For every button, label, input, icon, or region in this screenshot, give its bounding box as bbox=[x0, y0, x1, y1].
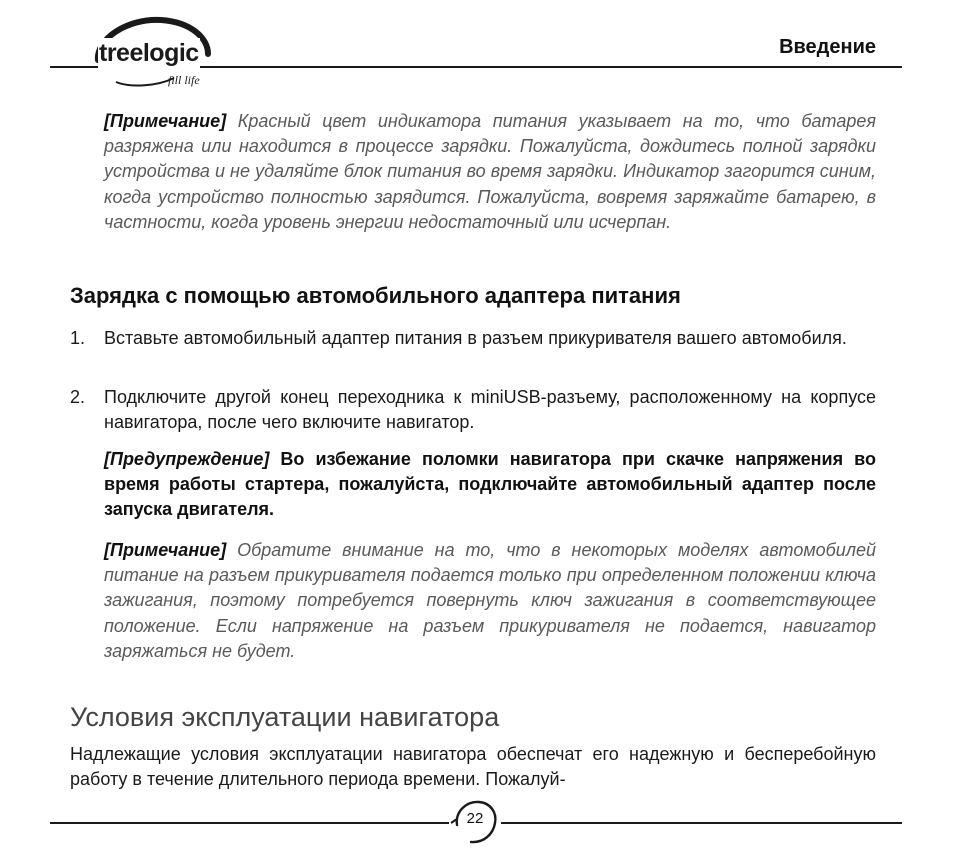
section-heading: Условия эксплуатации навигатора bbox=[70, 702, 500, 732]
treelogic-logo bbox=[86, 12, 226, 92]
note-paragraph bbox=[104, 109, 876, 235]
warning-label: [Предупреждение] bbox=[104, 449, 270, 469]
logo-wordmark: treelogic bbox=[99, 39, 199, 67]
note-paragraph bbox=[104, 538, 876, 664]
page-number: 22 bbox=[466, 810, 484, 827]
step-text: Подключите другой конец переходника к miniUSB-разъему, расположенному на корпусе навигатора, после чего включите навигатор. bbox=[104, 387, 876, 433]
body-paragraph: Надлежащие условия эксплуатации навигатора обеспечат его надежную и бесперебойную работу в течение длительного периода времени. Пожалуй- bbox=[70, 744, 876, 790]
footer-rule-right bbox=[501, 822, 902, 824]
note-label: [Примечание] bbox=[104, 540, 227, 560]
step-text: Вставьте автомобильный адаптер питания в разъем прикуривателя вашего автомобиля. bbox=[104, 328, 847, 348]
note-text: Красный цвет индикатора питания указывает на то, что батарея разряжена или находится в процессе зарядки. Пожалуйста, дождитесь полной зарядки устройства и не удаляйте блок питания во время зарядки. Индикатор загорится синим, когда устройство полностью зарядится. Пожалуйста, вовремя заряжайте батарею, в частности, когда уровень энергии недостаточный или исчерпан. bbox=[104, 111, 876, 232]
note-text: Обратите внимание на то, что в некоторых моделях автомобилей питание на разъем прикуривателя подается только при определенном положении ключа зажигания, поэтому потребуется повернуть ключ зажигания в соответствующее положение. Если напряжение на разъем прикуривателя не подается, навигатор заряжаться не будет. bbox=[104, 540, 876, 661]
step-number: 1. bbox=[70, 328, 86, 348]
section-title: Введение bbox=[779, 36, 876, 58]
warning-text: Во избежание поломки навигатора при скачке напряжения во время работы стартера, пожалуйста, подключайте автомобильный адаптер после запуска двигателя. bbox=[104, 449, 876, 520]
step-number: 2. bbox=[70, 387, 86, 407]
note-label: [Примечание] bbox=[104, 111, 227, 131]
footer-rule-left bbox=[50, 822, 449, 824]
warning-paragraph bbox=[104, 447, 876, 523]
logo-tagline: fill life bbox=[168, 73, 200, 87]
subheading: Зарядка с помощью автомобильного адаптера питания bbox=[70, 283, 681, 308]
